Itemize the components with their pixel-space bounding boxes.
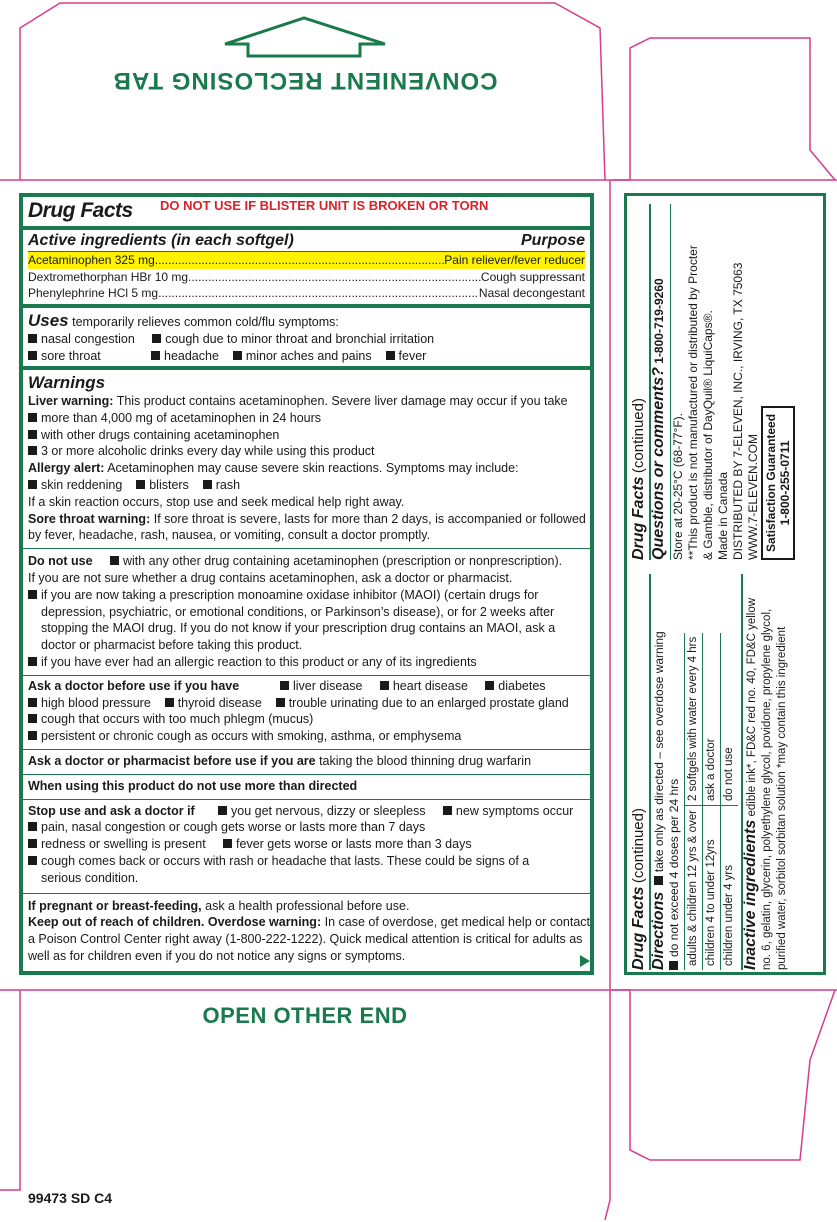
warnings-section: Warnings Liver warning: This product contains acetaminophen. Severe liver damage may occur if you take more than 4,000 mg of acetaminophen in 24 hours with other drugs containing acetaminophen 3 or more alcoholic drinks every day while using this product Allergy alert: Acetaminophen may cause severe skin reactions. Symptoms may include: skin reddening blisters rash If a skin reaction occurs, stop use and seek medical help right away. Sore throat warning: If sore throat is severe, lasts for more than 2 days, is accompanied or followed by fever, headache, rash, nausea, or vomiting, consult a doctor promptly. Do not use with any other drug containing acetaminophen (prescription or nonprescription). If you are not sure whether a drug contains acetaminophen, ask a doctor or pharmacist. if you are now taking a prescription monoamine oxidase inhibitor (MAOI) (certain drugs for depression, psychiatric, or emotional conditions, or Parkinson’s disease), or for 2 weeks after stopping the MAOI drug. If you do not know if your prescription drug contains an MAOI, ask a doctor or pharmacist before taking this product. if you have ever had an allergic reaction to this product or any of its ingredients Ask a doctor before use if you have liver disease heart disease diabetes high blood pressure thyroid disease trouble urinating due to an enlarged prostate gland cough that occurs with too much phlegm (mucus) persistent or chronic cough as occurs with smoking, asthma, or emphysema Ask a doctor or pharmacist before use if you are taking the blood thinning drug warfarin When using this product do not use more than directed Stop use and ask a doctor if you get nervous, dizzy or sleepless new symptoms occur pain, nasal congestion or cough gets worse or lasts more than 7 days redness or swelling is present fever gets worse or lasts more than 3 days cough comes back or occurs with rash or headache that lasts. These could be signs of a serious condition. If pregnant or breast-feeding, ask a health professional before use. Keep out of reach of children. Overdose warning: In case of overdose, get medical help or contact a Poison Control Center right away (1-800-222-1222). Quick medical attention is critical for adults as well as for children even if you do not notice any signs or symptoms. [22,366,591,965]
active-ingredients-section [22,226,591,302]
ingredient-row: Dextromethorphan HBr 10 mg ..... Cough suppressant [28,269,585,286]
uses-heading: Uses [28,311,69,330]
questions-column: Drug Facts (continued) Questions or comments? 1-800-719-9260 Store at 20-25°C (68-77°F). **This product is not manufactured or distributed by Procter & Gamble, distributor of DayQuil® LiquiCaps®. Made in Canada DISTRIBUTED BY 7-ELEVEN, INC., IRVING, TX 75063 WWW.7-ELEVEN.COM Satisfaction Guaranteed 1-800-255-0711 [627,198,829,566]
satisfaction-badge: Satisfaction Guaranteed 1-800-255-0711 [761,406,795,560]
ingredient-row: Acetaminophen 325 mg ..... Pain reliever/fever reducer [28,252,585,269]
side-panel [624,193,826,975]
blister-warning: DO NOT USE IF BLISTER UNIT IS BROKEN OR TORN [160,198,489,213]
open-other-end-label: OPEN OTHER END [202,1003,408,1028]
ingredient-row: Phenylephrine HCl 5 mg ..... Nasal decongestant [28,285,585,302]
product-code: 99473 SD C4 [28,1190,113,1206]
active-ingredients-heading: Active ingredients (in each softgel) [28,232,294,249]
dosage-table: adults & children 12 yrs & over 2 softgels with water every 4 hrs children 4 to under 12yrs ask a doctor children under 4 yrs do not use [684,633,738,970]
uses-section: Uses temporarily relieves common cold/flu symptoms: nasal congestion cough due to minor throat and bronchial irritation sore throat headache minor aches and pains fever [22,304,591,364]
purpose-heading: Purpose [520,232,585,249]
warnings-heading: Warnings [28,373,106,392]
drug-facts-title: Drug Facts [28,199,133,222]
reclosing-tab-label: CONVENIENT RECLOSING TAB [112,67,498,94]
directions-column: Drug Facts (continued) Directions take only as directed – see overdose warning do not exceed 4 doses per 24 hrs adults & children 12 yrs & over 2 softgels with water every 4 hrs children 4 to under 12yrs ask a doctor children under 4 yrs do not use Inactive ingredients edible ink*, FD&C red no. 40, FD&C yellow no. 6, gelatin, glycerin, polyethylene glycol, povidone, propylene glycol, purified water, sorbitol sorbitan solution *may contain this ingredient [627,568,829,976]
continue-arrow-icon [580,955,590,967]
